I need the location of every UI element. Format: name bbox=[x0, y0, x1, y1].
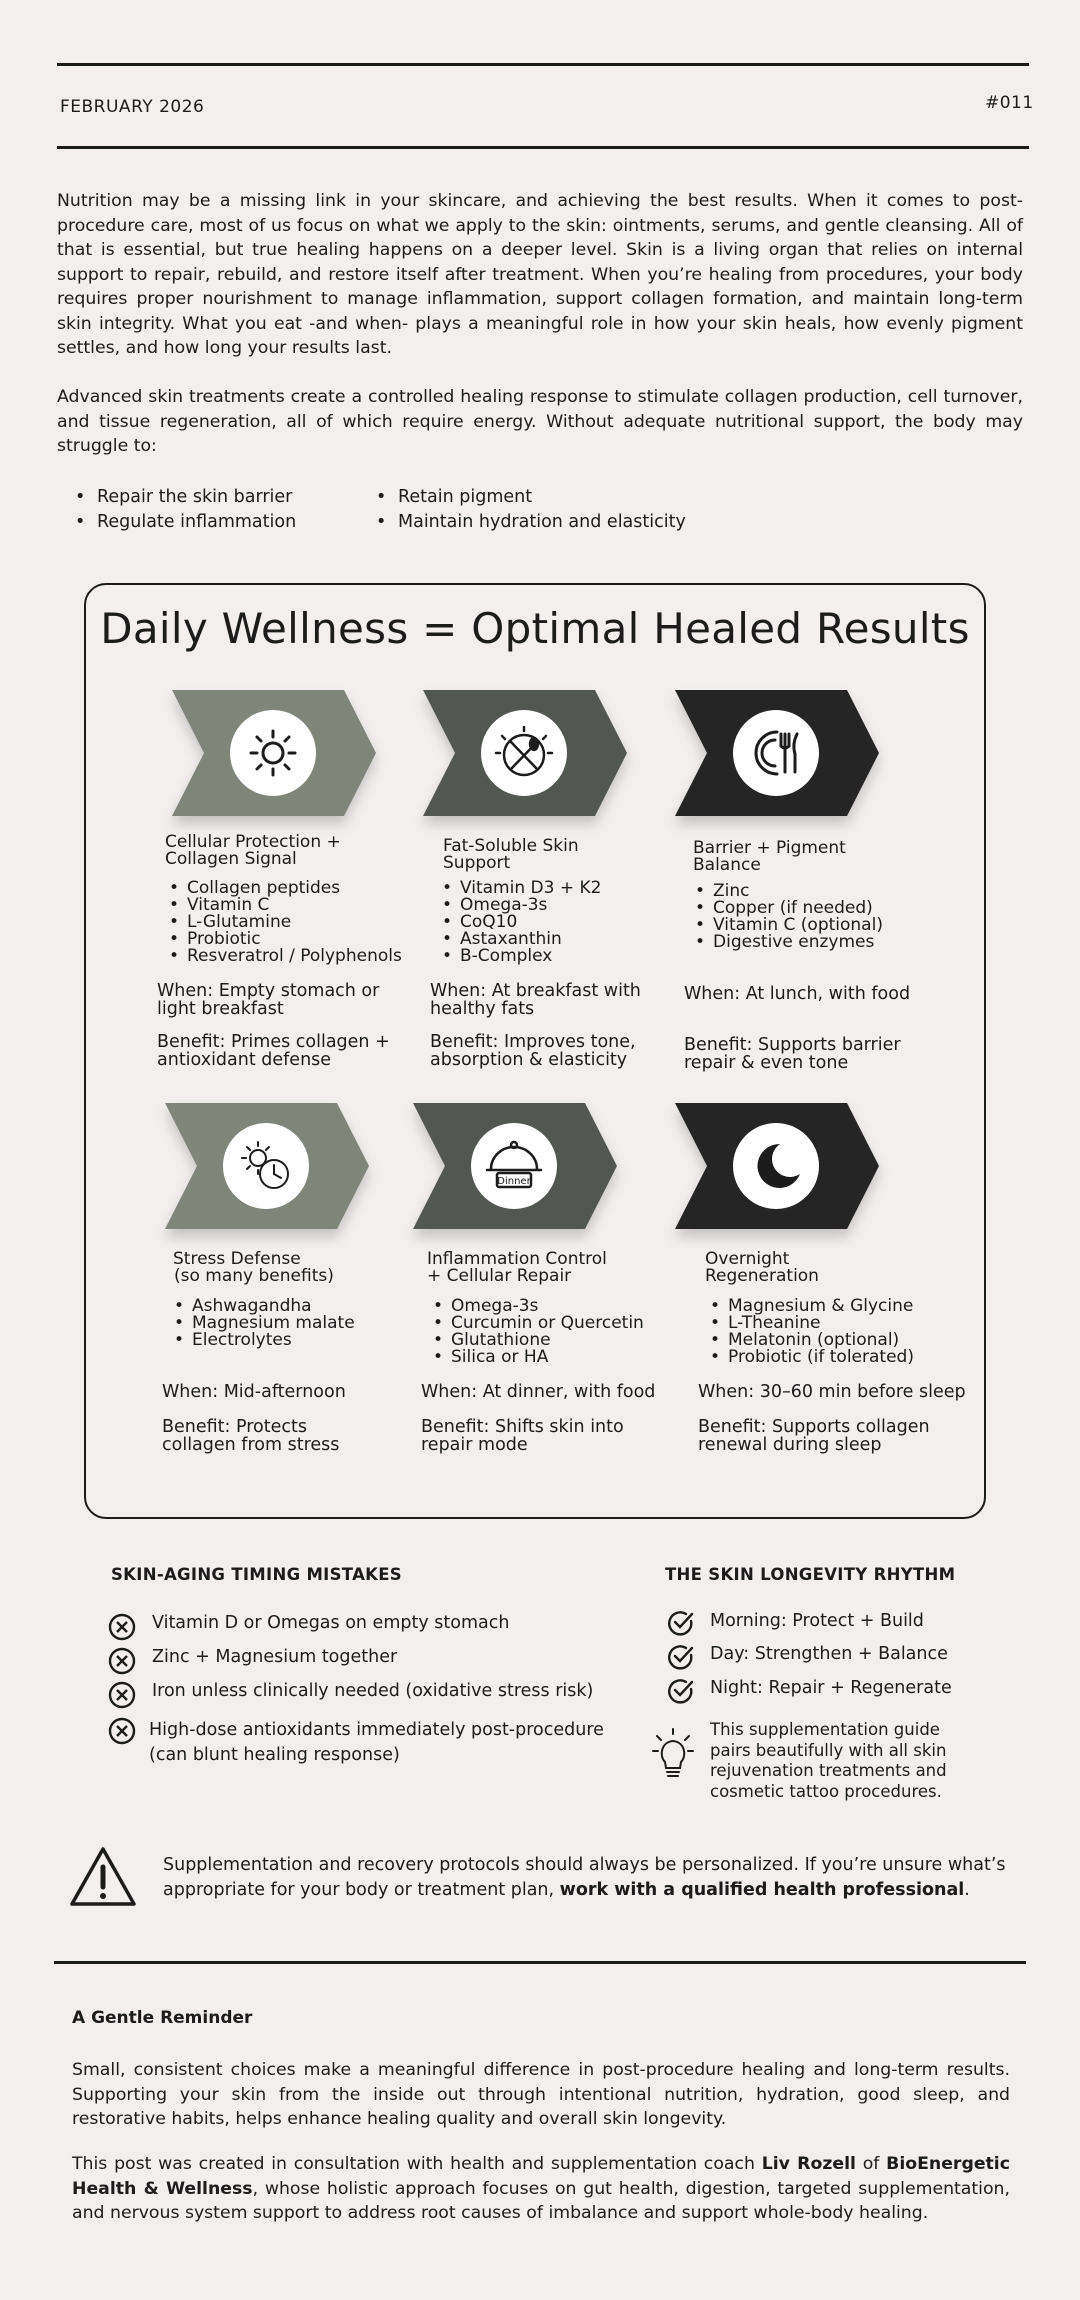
check-icon bbox=[667, 1677, 695, 1709]
svg-text:Dinner: Dinner bbox=[497, 1176, 531, 1187]
chevron-cellular-protection bbox=[172, 690, 376, 816]
rhythm-item: Morning: Protect + Build bbox=[710, 1611, 924, 1631]
timing-text: When: Empty stomach or light breakfast bbox=[157, 981, 380, 1019]
check-icon bbox=[667, 1643, 695, 1675]
list-item: • L-Glutamine bbox=[165, 914, 402, 931]
chevron-overnight-regeneration bbox=[675, 1103, 879, 1229]
intro-paragraph-2: Advanced skin treatments create a controlled healing response to stimulate collagen production, cell turnover, and tissue regeneration, all of which require energy. Without adequate nutritional support, the body may struggle to: bbox=[57, 387, 1023, 456]
issue-date: FEBRUARY 2026 bbox=[60, 97, 205, 117]
cross-icon bbox=[108, 1647, 136, 1679]
chevron-fat-soluble bbox=[423, 690, 627, 816]
card-title: Inflammation Control + Cellular Repair bbox=[427, 1249, 607, 1286]
list-item: • B-Complex bbox=[438, 948, 601, 965]
chevron-barrier-pigment bbox=[675, 690, 879, 816]
supplement-list bbox=[429, 1298, 644, 1366]
supplement-list bbox=[706, 1298, 914, 1366]
list-item: • L-Theanine bbox=[706, 1315, 914, 1332]
rhythm-item: Day: Strengthen + Balance bbox=[710, 1644, 948, 1664]
timing-text: When: At breakfast with healthy fats bbox=[430, 981, 641, 1019]
tip-text: This supplementation guide pairs beautifully with all skin rejuvenation treatments and cosmetic tattoo procedures. bbox=[710, 1720, 947, 1801]
card-title: Barrier + Pigment Balance bbox=[693, 838, 846, 875]
list-item: • Collagen peptides bbox=[165, 880, 402, 897]
moon-icon bbox=[733, 1123, 819, 1209]
supplement-list bbox=[691, 883, 883, 951]
supplement-list bbox=[438, 880, 601, 965]
list-item: • Omega-3s bbox=[438, 897, 601, 914]
rhythm-heading: THE SKIN LONGEVITY RHYTHM bbox=[665, 1565, 956, 1584]
benefit-text: Benefit: Improves tone, absorption & elasticity bbox=[430, 1032, 636, 1070]
plate-cutlery-icon bbox=[733, 710, 819, 796]
rhythm-item: Night: Repair + Regenerate bbox=[710, 1678, 952, 1698]
benefit-text: Benefit: Supports collagen renewal during sleep bbox=[698, 1417, 930, 1455]
list-item: • Silica or HA bbox=[429, 1349, 644, 1366]
cross-icon bbox=[108, 1613, 136, 1645]
cross-icon bbox=[108, 1717, 136, 1749]
credit-paragraph: This post was created in consultation with health and supplementation coach Liv Rozell of BioEnergetic Health & Wellness, whose holistic approach focuses on gut health, digestion, targeted supplementation, and nervous system support to address root causes of imbalance and support whole-body healing. bbox=[72, 2154, 1010, 2223]
timing-text: When: At dinner, with food bbox=[421, 1382, 656, 1402]
list-item: • Digestive enzymes bbox=[691, 934, 883, 951]
benefit-text: Benefit: Primes collagen + antioxidant defense bbox=[157, 1032, 390, 1070]
check-icon bbox=[667, 1609, 695, 1641]
reminder-paragraph: Small, consistent choices make a meaningful difference in post-procedure healing and long-term results. Supporting your skin from the inside out through intentional nutrition, hydration, good sleep, and restorative habits, helps enhance healing quality and overall skin longevity. bbox=[72, 2060, 1010, 2129]
top-rule bbox=[57, 63, 1029, 66]
list-item: • Electrolytes bbox=[170, 1332, 355, 1349]
timing-text: When: Mid-afternoon bbox=[162, 1382, 346, 1402]
supplement-list bbox=[165, 880, 402, 965]
list-item: • Zinc bbox=[691, 883, 883, 900]
card-title: Overnight Regeneration bbox=[705, 1249, 819, 1286]
list-item: • Vitamin C (optional) bbox=[691, 917, 883, 934]
list-item: • Resveratrol / Polyphenols bbox=[165, 948, 402, 965]
intro-paragraph-1: Nutrition may be a missing link in your skincare, and achieving the best results. When it comes to post-procedure care, most of us focus on what we apply to the skin: ointments, serums, and gentle cleansing. All of that is essential, but true healing happens on a deeper level. Skin is a living organ that relies on internal support to repair, rebuild, and restore itself after treatment. When you’re healing from procedures, your body requires proper nourishment to manage inflammation, support collagen formation, and maintain long-term skin integrity. What you eat -and when- plays a meaningful role in how your skin heals, how evenly pigment settles, and how long your results last. bbox=[57, 191, 1023, 358]
card-title: Stress Defense (so many benefits) bbox=[173, 1249, 334, 1286]
mistakes-heading: SKIN-AGING TIMING MISTAKES bbox=[111, 1565, 402, 1584]
list-item: • Vitamin C bbox=[165, 897, 402, 914]
list-item: • Melatonin (optional) bbox=[706, 1332, 914, 1349]
list-item: • Retain pigment bbox=[358, 485, 686, 510]
list-item: • Vitamin D3 + K2 bbox=[438, 880, 601, 897]
timing-text: When: At lunch, with food bbox=[684, 984, 911, 1004]
lightbulb-icon bbox=[651, 1726, 695, 1786]
header-rule bbox=[57, 146, 1029, 149]
list-item: • Astaxanthin bbox=[438, 931, 601, 948]
list-item: • Omega-3s bbox=[429, 1298, 644, 1315]
supplement-list bbox=[170, 1298, 355, 1349]
list-item: • Magnesium & Glycine bbox=[706, 1298, 914, 1315]
list-item: • Repair the skin barrier bbox=[57, 485, 296, 510]
list-item: • CoQ10 bbox=[438, 914, 601, 931]
warning-icon bbox=[68, 1845, 138, 1913]
list-item: • Glutathione bbox=[429, 1332, 644, 1349]
warning-text: Supplementation and recovery protocols should always be personalized. If you’re unsure what’s appropriate for your body or treatment plan, work with a qualified health professional. bbox=[163, 1855, 1006, 1900]
chevron-stress-defense bbox=[165, 1103, 369, 1229]
dinner-cloche-icon bbox=[471, 1123, 557, 1209]
struggle-list-left bbox=[57, 485, 296, 535]
timing-text: When: 30–60 min before sleep bbox=[698, 1382, 966, 1402]
benefit-text: Benefit: Protects collagen from stress bbox=[162, 1417, 340, 1455]
list-item: • Magnesium malate bbox=[170, 1315, 355, 1332]
sun-clock-icon bbox=[223, 1123, 309, 1209]
struggle-list-right bbox=[358, 485, 686, 535]
mistake-item: High-dose antioxidants immediately post-procedure (can blunt healing response) bbox=[149, 1720, 604, 1765]
card-title: Cellular Protection + Collagen Signal bbox=[165, 832, 341, 869]
mistake-item: Vitamin D or Omegas on empty stomach bbox=[152, 1613, 510, 1633]
list-item: • Regulate inflammation bbox=[57, 510, 296, 535]
reminder-heading: A Gentle Reminder bbox=[72, 2008, 253, 2028]
cross-icon bbox=[108, 1681, 136, 1713]
list-item: • Copper (if needed) bbox=[691, 900, 883, 917]
list-item: • Curcumin or Quercetin bbox=[429, 1315, 644, 1332]
benefit-text: Benefit: Shifts skin into repair mode bbox=[421, 1417, 624, 1455]
card-title: Fat-Soluble Skin Support bbox=[443, 836, 579, 873]
mistake-item: Iron unless clinically needed (oxidative stress risk) bbox=[152, 1681, 594, 1701]
mistake-item: Zinc + Magnesium together bbox=[152, 1647, 398, 1667]
list-item: • Probiotic bbox=[165, 931, 402, 948]
breakfast-utensils-icon bbox=[481, 710, 567, 796]
footer-rule bbox=[54, 1961, 1026, 1964]
benefit-text: Benefit: Supports barrier repair & even tone bbox=[684, 1035, 901, 1073]
list-item: • Ashwagandha bbox=[170, 1298, 355, 1315]
list-item: • Probiotic (if tolerated) bbox=[706, 1349, 914, 1366]
chevron-inflammation-control bbox=[413, 1103, 617, 1229]
issue-number: #011 bbox=[985, 93, 1034, 113]
panel-title: Daily Wellness = Optimal Healed Results bbox=[100, 604, 970, 653]
list-item: • Maintain hydration and elasticity bbox=[358, 510, 686, 535]
sun-icon bbox=[230, 710, 316, 796]
